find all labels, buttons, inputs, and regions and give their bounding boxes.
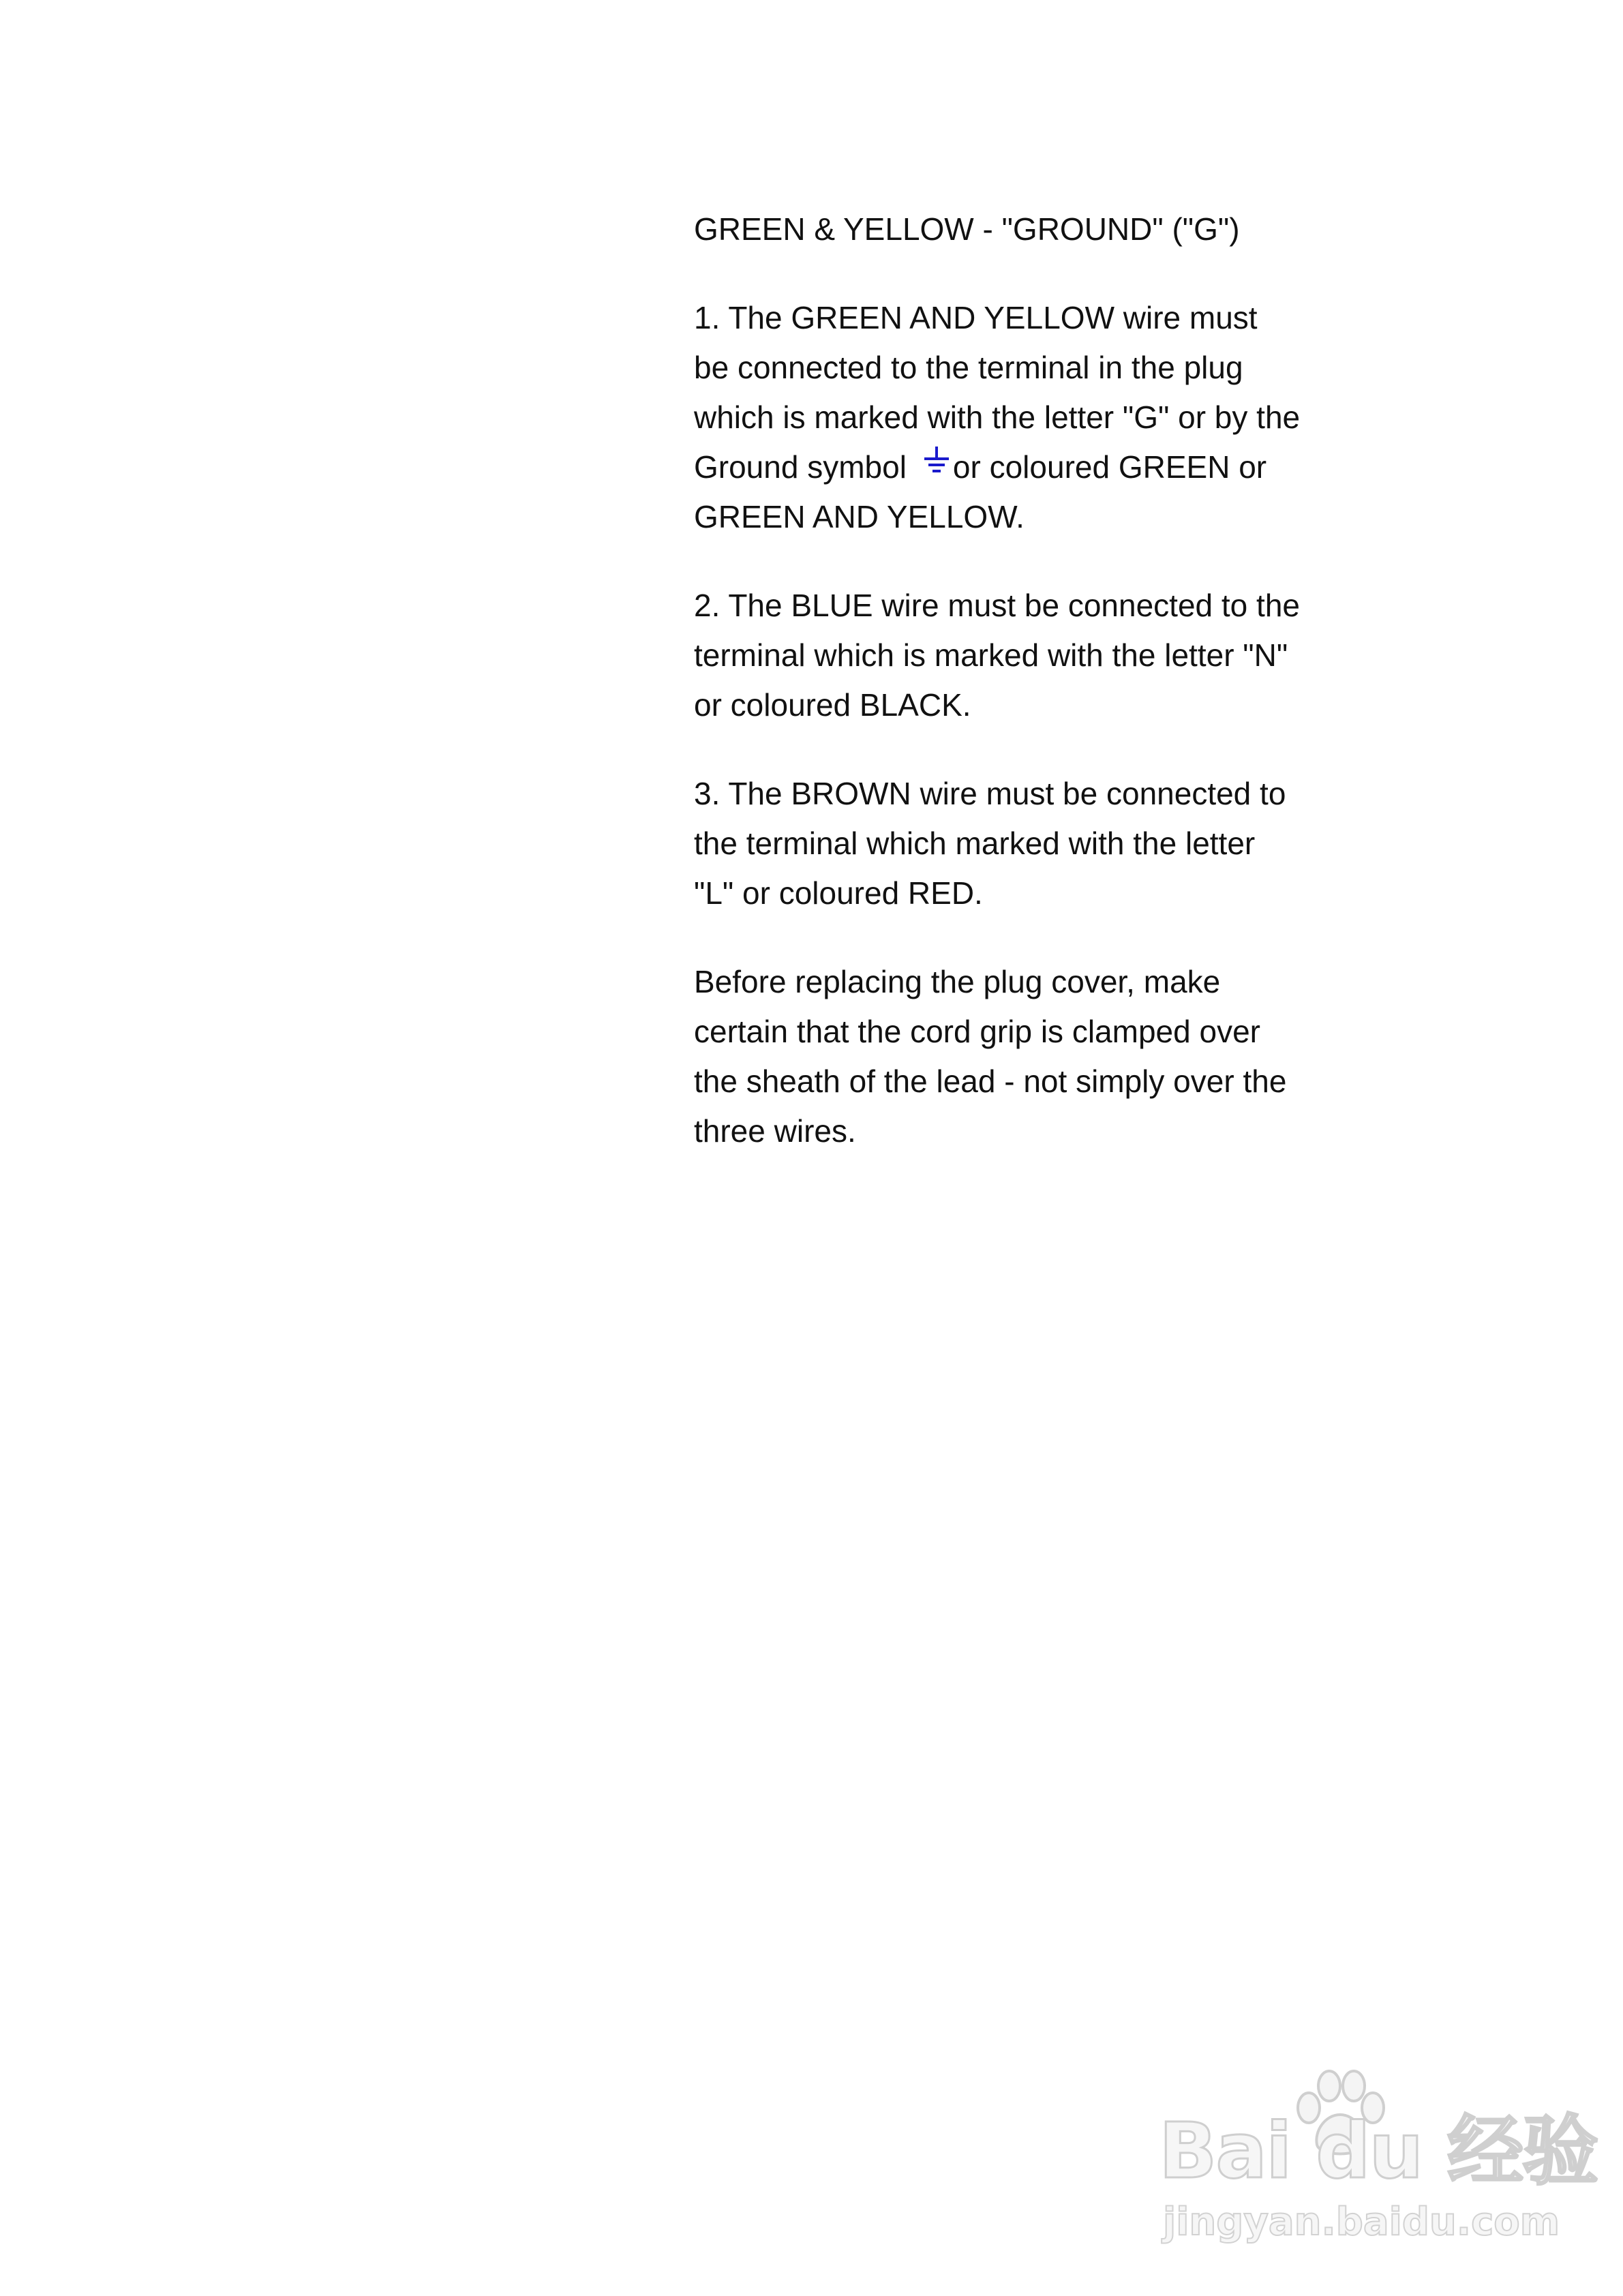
closing-note-line-1: Before replacing the plug cover, make: [694, 964, 1221, 999]
closing-note-line-4: three wires.: [694, 1113, 856, 1149]
heading-text: GREEN & YELLOW - "GROUND" ("G"): [694, 211, 1240, 247]
section-heading: [694, 205, 1362, 254]
watermark-url: jingyan.baidu.com: [1163, 2200, 1560, 2244]
closing-note-line-3: the sheath of the lead - not simply over the: [694, 1063, 1287, 1099]
instruction-1-line-2: be connected to the terminal in the plug: [694, 350, 1243, 385]
instruction-3-line-3: "L" or coloured RED.: [694, 875, 983, 911]
instruction-1-line-5: GREEN AND YELLOW.: [694, 499, 1025, 534]
instruction-2: [694, 581, 1362, 730]
document-body: [694, 205, 1362, 1195]
instruction-2-line-1: 2. The BLUE wire must be connected to the: [694, 588, 1300, 623]
closing-note-line-2: certain that the cord grip is clamped over: [694, 1014, 1260, 1049]
baidu-watermark: [1159, 2066, 1598, 2263]
instruction-2-line-3: or coloured BLACK.: [694, 687, 971, 723]
instruction-1-line-1: 1. The GREEN AND YELLOW wire must: [694, 300, 1258, 335]
instruction-1-line-4-start: Ground symbol: [694, 449, 907, 485]
instruction-1-line-4: [694, 442, 1362, 492]
instruction-1: [694, 293, 1362, 542]
closing-note: [694, 957, 1362, 1156]
instruction-1-line-3: which is marked with the letter "G" or by the: [694, 399, 1301, 435]
instruction-1-line-4-end: or coloured GREEN or: [952, 449, 1267, 485]
instruction-3-line-2: the terminal which marked with the letter: [694, 826, 1256, 861]
ground-icon: [920, 444, 953, 482]
watermark-logo-text: Bai du 经验: [1159, 2107, 1598, 2196]
instruction-3-line-1: 3. The BROWN wire must be connected to: [694, 776, 1286, 811]
instruction-2-line-2: terminal which is marked with the letter "N": [694, 637, 1288, 673]
instruction-3: [694, 769, 1362, 918]
